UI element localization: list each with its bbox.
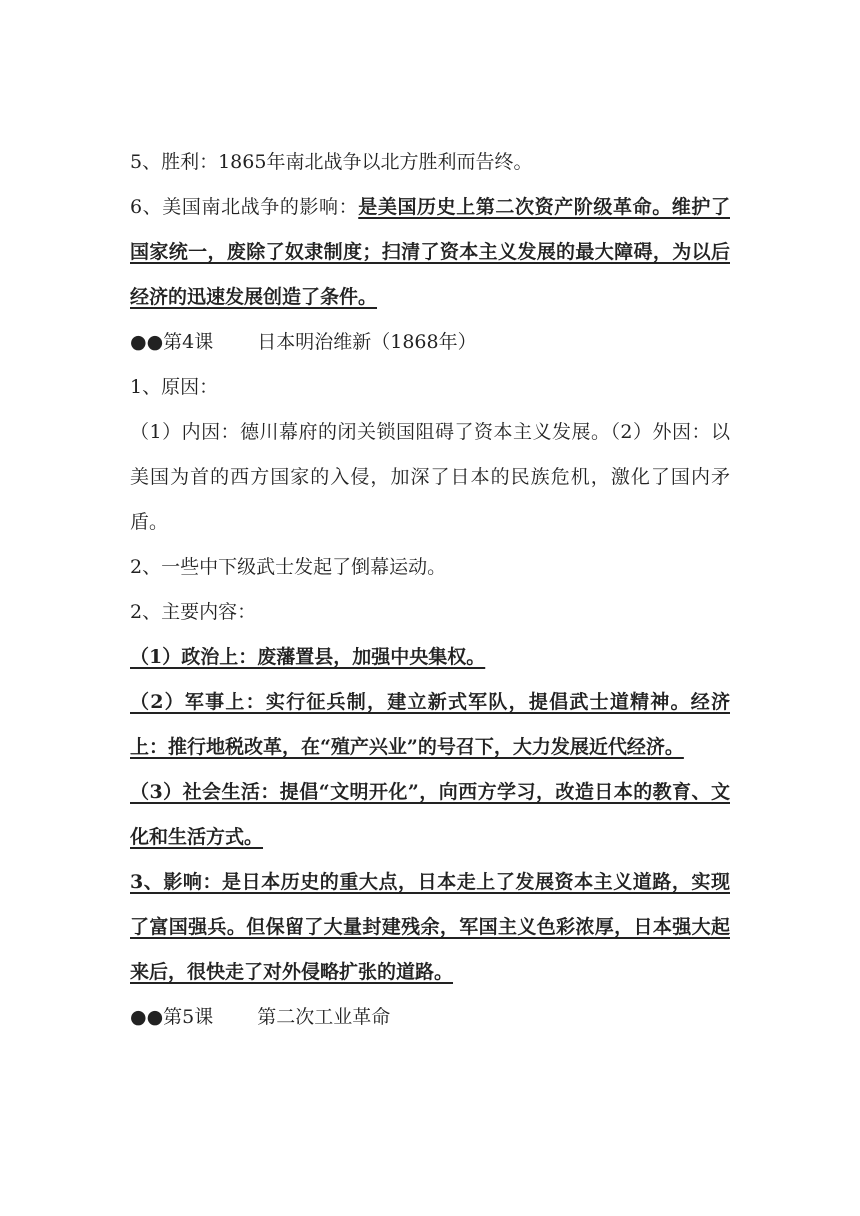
causes-label: 1、原因： <box>130 376 219 398</box>
paragraph-influence <box>130 860 730 995</box>
content-label: 2、主要内容： <box>130 601 257 623</box>
military-economy-text: （2）军事上：实行征兵制，建立新式军队，提倡武士道精神。经济上：推行地税改革，在“殖产兴业”的号召下，大力发展近代经济。 <box>130 691 730 758</box>
lesson-5-title: 第二次工业革命 <box>257 1006 391 1028</box>
victory-text: 5、胜利：1865年南北战争以北方胜利而告终。 <box>130 151 533 173</box>
paragraph-content-label <box>130 590 730 635</box>
lesson-4-marker: ●●第4课 <box>130 331 214 353</box>
lesson-5-marker: ●●第5课 <box>130 1006 214 1028</box>
lesson-5-heading <box>130 995 730 1040</box>
paragraph-causes <box>130 410 730 545</box>
influence-text: 3、影响：是日本历史的重大点，日本走上了发展资本主义道路，实现了富国强兵。但保留了大量封建残余，军国主义色彩浓厚，日本强大起来后，很快走了对外侵略扩张的道路。 <box>130 871 730 983</box>
paragraph-samurai <box>130 545 730 590</box>
lesson-4-heading <box>130 320 730 365</box>
impact-bold-text: 是美国历史上第二次资产阶级革命。维护了国家统一，废除了奴隶制度；扫清了资本主义发展的最大障碍，为以后经济的迅速发展创造了条件。 <box>130 196 730 308</box>
paragraph-society <box>130 770 730 860</box>
samurai-text: 2、一些中下级武士发起了倒幕运动。 <box>130 556 447 578</box>
society-text: （3）社会生活：提倡“文明开化”，向西方学习，改造日本的教育、文化和生活方式。 <box>130 781 730 848</box>
paragraph-civil-war-impact <box>130 185 730 320</box>
paragraph-victory <box>130 140 730 185</box>
politics-text: （1）政治上：废藩置县，加强中央集权。 <box>130 646 486 668</box>
lesson-4-title: 日本明治维新（1868年） <box>257 331 477 353</box>
causes-text: （1）内因：德川幕府的闭关锁国阻碍了资本主义发展。（2）外因：以美国为首的西方国家的入侵，加深了日本的民族危机，激化了国内矛盾。 <box>130 421 730 533</box>
document-page <box>130 140 730 1040</box>
paragraph-politics <box>130 635 730 680</box>
paragraph-military-economy <box>130 680 730 770</box>
paragraph-causes-label <box>130 365 730 410</box>
impact-label: 6、美国南北战争的影响： <box>130 196 359 218</box>
